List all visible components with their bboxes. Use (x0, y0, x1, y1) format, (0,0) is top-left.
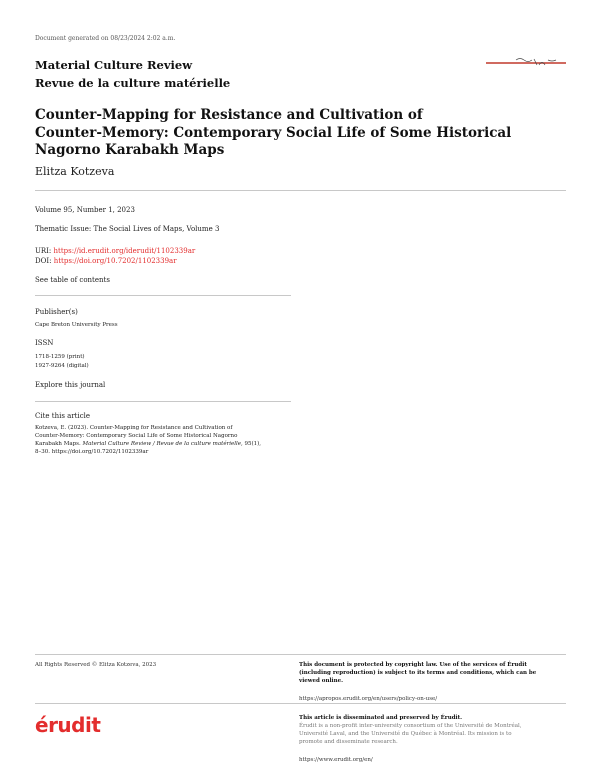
policy-link[interactable]: https://apropos.erudit.org/en/users/policy-on-use/ (299, 696, 438, 702)
thematic-issue: Thematic Issue: The Social Lives of Maps, Volume 3 (35, 225, 220, 233)
copyright-notice (299, 661, 561, 704)
citation-line: Counter-Memory: Contemporary Social Life of Some Historical Nagorno (35, 433, 238, 439)
citation-line: Kotzeva, E. (2023). Counter-Mapping for Resistance and Cultivation of (35, 425, 233, 431)
citation-line: 8–30. https://doi.org/10.7202/1102339ar (35, 449, 149, 455)
citation-text: , 95(1), (241, 441, 262, 447)
doi-row (35, 257, 177, 266)
article-title (35, 107, 555, 160)
explore-journal-link[interactable]: Explore this journal (35, 381, 106, 389)
title-line: Nagorno Karabakh Maps (35, 142, 225, 158)
publisher-name: Cape Breton University Press (35, 322, 118, 328)
table-of-contents-link[interactable]: See table of contents (35, 276, 110, 284)
rights-notice: All Rights Reserved © Elitza Kotzeva, 2023 (35, 662, 157, 668)
journal-logo (486, 56, 566, 70)
cite-heading: Cite this article (35, 412, 91, 420)
citation-line (35, 440, 315, 448)
title-line: Counter-Mapping for Resistance and Cultivation of (35, 107, 423, 123)
doi-link[interactable]: https://doi.org/10.7202/1102339ar (53, 257, 177, 265)
consortium-line: Érudit is a non-profit inter-university consortium of the Université de Montréal, (299, 723, 522, 729)
citation-text: Karabakh Maps. (35, 441, 83, 447)
copyright-line: (including reproduction) is subject to its terms and conditions, which can be (299, 670, 537, 676)
uri-label: URI: (35, 247, 52, 255)
issn-digital: 1927-9264 (digital) (35, 363, 89, 369)
erudit-logo: érudit (35, 713, 101, 737)
uri-link[interactable]: https://id.erudit.org/iderudit/1102339ar (53, 247, 196, 255)
generated-date: Document generated on 08/23/2024 2:02 a.m. (35, 35, 176, 42)
volume-info: Volume 95, Number 1, 2023 (35, 206, 135, 214)
issn-print: 1718-1259 (print) (35, 354, 85, 360)
dissemination-notice (299, 714, 561, 765)
divider (35, 401, 291, 402)
citation (35, 424, 315, 456)
title-line: Counter-Memory: Contemporary Social Life of Some Historical (35, 124, 512, 141)
divider (35, 654, 566, 655)
divider (35, 703, 566, 704)
copyright-line: This document is protected by copyright law. Use of the services of Érudit (299, 662, 527, 668)
publisher-heading: Publisher(s) (35, 308, 78, 316)
erudit-link[interactable]: https://www.erudit.org/en/ (299, 757, 373, 763)
doi-label: DOI: (35, 257, 52, 265)
divider (35, 295, 291, 296)
citation-journal: Material Culture Review / Revue de la culture matérielle (82, 441, 242, 447)
disseminated-text: This article is disseminated and preserved by Érudit. (299, 715, 463, 721)
uri-row (35, 247, 195, 256)
article-author: Elitza Kotzeva (35, 165, 115, 178)
journal-title-fr: Revue de la culture matérielle (35, 76, 231, 90)
divider (35, 190, 566, 191)
journal-title-en: Material Culture Review (35, 58, 193, 72)
consortium-line: promote and disseminate research. (299, 739, 398, 745)
issn-heading: ISSN (35, 339, 54, 347)
copyright-line: viewed online. (299, 678, 344, 684)
consortium-line: Université Laval, and the Université du Québec à Montréal. Its mission is to (299, 731, 512, 737)
